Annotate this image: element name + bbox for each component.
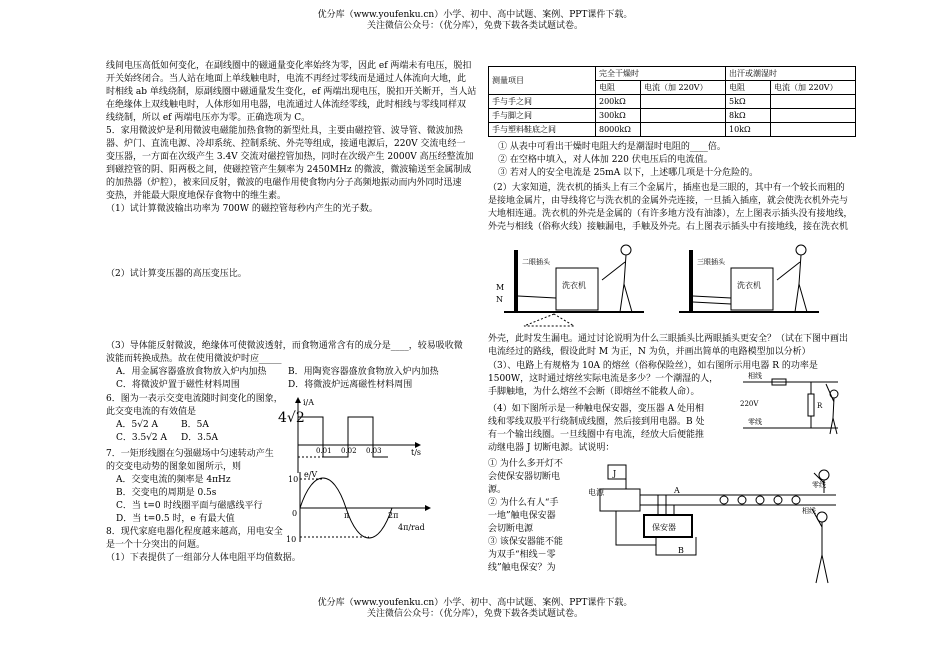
q3-line: 1500W，这时通过熔丝实际电流是多少？一个潮湿的人， [488,374,719,384]
voltage-label: 220V [740,400,759,408]
q4-item-line: ① 为什么多开灯不 [488,459,563,469]
option-c: C．将微波炉置于磁性材料周围 [116,380,240,390]
q4-item-line: ③ 该保安器能不能 [488,537,563,547]
header-line-2: 关注微信公众号：（优分库），免费下载各类试题试卷。 [366,21,583,31]
q6-line-a: 6．图为一表示交变电流随时间变化的图象， [106,394,283,404]
table-cell: 10kΩ [726,123,771,137]
q8-line-a: 8．现代家庭电器化程度越来越高，用电安全 [106,527,283,537]
live-label: 相线 [748,372,762,380]
resistor-label: R [817,402,823,410]
q6-x-label: t/s [411,448,422,457]
table-questions [498,141,838,180]
q4-line: 线和零线双股平行绕制成线圈，然后接到用电器。B 处 [488,417,705,427]
footer-line-2: 关注微信公众号：（优分库），免费下载各类试题试卷。 [366,609,583,619]
q4-item-line: 源。 [488,485,507,495]
neutral-label-fig4: 零线 [812,481,826,489]
option-d: D．将微波炉远离磁性材料周围 [288,380,413,390]
washer-label-left: 洗衣机 [562,281,586,290]
table-question-1: ① 从表中可看出干燥时电阻大约是潮湿时电阻的____倍。 [498,142,726,152]
cord-right [693,296,731,298]
resistance-table [488,66,856,137]
q6-current-graph [278,395,428,475]
q4-item-line: 会使保安器切断电 [488,472,561,482]
page-footer [0,598,950,620]
q4-item-line: 线”触电保安？为 [488,563,556,573]
q6-tick-3: 0.03 [366,447,382,455]
washing-machine-figures [494,240,824,332]
q2-text-continued [488,333,848,359]
q7-x-arrow [425,505,431,511]
lamp-icon [720,496,728,504]
safety-device-figure [586,455,848,585]
q6-y-arrow [295,397,301,403]
left-column [106,60,477,216]
q4-item-line: 为双手“相线－零 [488,550,556,560]
q4-items [488,458,588,575]
wall-socket-right [689,250,693,312]
ground-wire-right [693,302,731,304]
q2-line: 大地相连通。洗衣机的外壳是金属的（有许多地方没有油漆），左上图表示插头没有接地线， [488,209,853,219]
q7-option-b: B．交变电的周期是 0.5s [116,488,217,498]
intro-line: 时相线 ab 单线绕制，原副线圈中磁通量发生变化，ef 两端出现电压，脱扣开关断开，当人站 [106,87,477,97]
q4-item-line: ② 为什么有人“手 [488,498,559,508]
q4-item-line: 会切断电源 [488,524,534,534]
fuse-circuit-figure [738,370,848,435]
table-cell: 300kΩ [596,109,641,123]
relay-label: J [613,469,617,478]
intro-line: 开关始终闭合。当人站在地面上单线触电时，电流不再经过零线而是通过人体流向大地，此 [106,74,467,84]
q7-option-c: C．当 t=0 时线圈平面与磁感线平行 [116,501,263,511]
output-coil [656,537,696,555]
q6-option-d: D．3.5A [181,433,219,443]
q7-tick-3: 4π/rad [398,523,425,532]
table-cell-empty [641,109,726,123]
q2b-line: 外壳，此时发生漏电。通过讨论说明为什么三眼插头比两眼插头更安全？（试在下图中画出 [488,334,849,344]
q4-item-line: 一地”触电保安器 [488,511,556,521]
option-a: A．用金属容器盛放食物放入炉内加热 [116,367,267,377]
lamp-icon [738,496,746,504]
q7-peak-label: 10 [288,475,299,484]
right-figure-three-pin [679,245,819,312]
q7-origin: 0 [292,509,298,518]
q7-tick-1: π [344,511,350,520]
q2b-line: 电流经过的路线，假设此时 M 为正，N 为负，并画出简单的电路模型加以分析） [488,347,811,357]
q7-emf-graph [278,470,438,545]
q5-options [116,366,476,392]
table-cell-empty [641,123,726,137]
q6-option-b: B．5A [181,420,209,430]
intro-line: 线间电压高低如何变化，在副线圈中的磁通量变化率始终为零，因此 ef 两端未有电压，脱扣 [106,61,472,71]
q7-option-d: D．当 t=0.5 时，e 有最大值 [116,514,235,524]
person-body-left [602,255,632,312]
person-head-right [796,245,806,255]
label-n: N [496,295,503,304]
footer-line-1: 优分库（www.youfenku.cn）小学、初中、高中试题、案例、PPT课件下载。 [317,598,633,608]
resistor-r [808,394,814,416]
q6-tick-1: 0.01 [316,447,332,455]
q6-y-label: i/A [303,398,315,407]
person-head-left [621,245,631,255]
switch-box [600,489,640,511]
q6 [106,393,306,445]
q5-line: 5．家用微波炉是利用微波电磁能加热食物的新型灶具，主要由磁控管、波导管、微波加热 [106,126,463,136]
q7-y-label: e/V [304,470,318,479]
table-cell: 8000kΩ [596,123,641,137]
plug3-label: 三眼插头 [697,258,725,266]
person-head-upper [819,470,829,480]
q7-option-a: A．交变电流的频率是 4πHz [116,475,231,485]
header-line-1: 优分库（www.youfenku.cn）小学、初中、高中试题、案例、PPT课件下载。 [317,10,633,20]
q2-line: 外壳与相线（俗称火线）接触漏电，手触及外壳。右上图表示插头中有接地线，接在洗衣机 [488,222,849,232]
table-cell: 手与脚之间 [489,109,596,123]
coil-a-label: A [674,486,680,495]
table-cell-empty [641,95,726,109]
person-body-right [777,255,807,312]
label-m: M [496,283,505,292]
q4-line: （4）如下图所示是一种触电保安器，变压器 A 处用相 [488,404,704,414]
table-subheader-i: 电流（加 220V） [641,81,726,95]
ground-hatch-left [524,314,574,326]
neutral-label: 零线 [748,418,762,426]
table-question-2: ② 在空格中填入，对人体加 220 伏电压后的电流值。 [498,155,713,165]
q5-part2: （2）试计算变压器的高压变压比。 [106,269,247,279]
q7-trough-label: 10 [286,535,297,544]
coil-b-label: B [678,546,684,555]
relay-j [608,465,626,479]
q8-line-b: 是一个十分突出的问题。 [106,540,206,550]
table-cell: 手与塑料鞋底之间 [489,123,596,137]
table-cell-empty [771,95,856,109]
table-header-dry: 完全干燥时 [596,67,726,81]
table-row [489,109,856,123]
table-subheader-r: 电阻 [726,81,771,95]
q6-option-a: A．5√2 A [116,420,159,430]
table-cell: 200kΩ [596,95,641,109]
wall-socket-left [514,250,518,312]
q5-line: 到磁控管的阴、阳两极之间，使磁控管产生频率为 2450MHz 的微波，微波输送至金属制成 [106,165,472,175]
q7-tick-2: 2π [388,511,399,520]
q6-option-c: C．3.5√2 A [116,433,168,443]
table-header-wet: 出汗或潮湿时 [726,67,856,81]
table-subheader-i: 电流（加 220V） [771,81,856,95]
q6-line-b: 此交变电流的有效值是 [106,407,197,417]
q5-part3-line-b: 波能而转换成热。故在使用微波炉时应_____ [106,354,282,364]
table-row [489,95,856,109]
table-subheader-r: 电阻 [596,81,641,95]
q3-line: （3）、电路上有规格为 10A 的熔丝（俗称保险丝），如右图所示用电器 R 的功率是 [488,361,818,371]
q4-line: 有一个输出线圈。一旦线圈中有电流，经放大后便能推 [488,430,705,440]
q7-line-a: 7．一矩形线圈在匀强磁场中匀速转动产生 [106,449,274,459]
q2-line: （2）大家知道，洗衣机的插头上有三个金属片，插座也是三眼的，其中有一个较长而粗的 [488,183,845,193]
lamp-icon [792,496,800,504]
lamps [720,496,800,504]
lamp-icon [756,496,764,504]
intro-line: 线绕制，所以 ef 两端电压亦为零。正确选项为 C。 [106,113,311,123]
q4-text [488,403,748,455]
table-cell: 手与手之间 [489,95,596,109]
safety-device-label: 保安器 [652,523,676,532]
q5-line: 变热，并能最大限度地保存食物中的维生素。 [106,191,287,201]
q6-tick-2: 0.02 [341,447,357,455]
q4-line: 动继电器 J 切断电源。试说明： [488,443,615,453]
q5-line: 的加热器（炉腔），被来回反射，微波的电磁作用使食物内分子高频地振动而内外同时迅速 [106,178,462,188]
table-cell-empty [771,109,856,123]
q7-line-b: 的交变电动势的图象如图所示，则 [106,462,242,472]
q5-line: 变压器，一方面在次级产生 3.4V 交流对磁控管加热，同时在次级产生 2000V 高压经整流加 [106,152,474,162]
page-header [0,10,950,32]
table-header-item: 测量项目 [489,67,596,95]
cord-left [518,296,556,298]
option-b: B．用陶瓷容器盛放食物放入炉内加热 [288,367,439,377]
q5-part3 [106,340,466,366]
q2-line: 是接地金属片，由导线将它与洗衣机的金属外壳连接，一旦插入插座，就会使洗衣机外壳与 [488,196,849,206]
left-figure-two-pin [496,245,644,326]
q2-text [488,182,853,234]
table-row [489,123,856,137]
table-question-3: ③ 若对人的安全电流是 25mA 以下，上述哪几项是十分危险的。 [498,168,759,178]
plug2-label: 二眼插头 [522,258,550,266]
q5-part3-line-a: （3）导体能反射微波，绝缘体可使微波透射，而食物通常含有的成分是____，较易吸收微 [106,341,463,351]
lamp-icon [774,496,782,504]
q5-part1: （1）试计算微波输出功率为 700W 的磁控管每秒内产生的光子数。 [106,204,378,214]
table-cell-empty [771,123,856,137]
table-cell: 8kΩ [726,109,771,123]
q3-line: 手脚触地，为什么熔丝不会断（即熔丝不能救人命）。 [488,387,700,397]
power-source-label: 电源 [588,488,604,497]
table-cell: 5kΩ [726,95,771,109]
washer-label-right: 洗衣机 [737,281,761,290]
q5-line: 器、炉门、直流电源、冷却系统、控制系统、外壳等组成，接通电源后，220V 交流电经一 [106,139,466,149]
q7 [106,448,306,565]
q8-part1: （1）下表提供了一组部分人体电阻平均值数据。 [106,553,301,563]
q6-peak-label: 4√2 [278,410,305,426]
live-label-fig4: 相线 [802,507,816,515]
intro-line: 在绝缘体上双线触电时，人体形如用电器，电流通过人体流经零线，此时相线与零线同样双 [106,100,467,110]
